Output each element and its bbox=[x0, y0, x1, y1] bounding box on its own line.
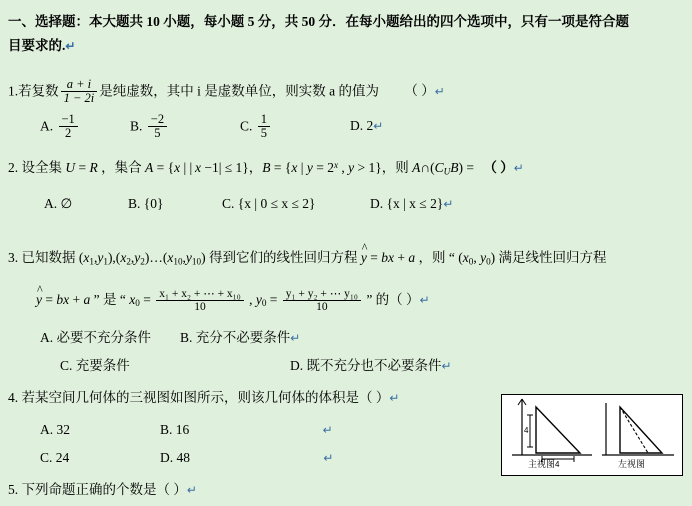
fraction-denominator: 1 − 2i bbox=[61, 91, 98, 105]
question-3-fraction-x bbox=[156, 288, 244, 313]
option-label: A. bbox=[40, 330, 54, 345]
section-heading-text2: 目要求的. bbox=[8, 38, 66, 53]
paragraph-mark: ↵ bbox=[373, 119, 384, 133]
side-view-triangle bbox=[620, 407, 662, 453]
dimension-label-4-bottom: 4 bbox=[555, 460, 560, 469]
question-5-stem bbox=[8, 482, 197, 499]
question-3-option-d bbox=[290, 358, 452, 375]
paragraph-mark: ↵ bbox=[443, 197, 454, 211]
paragraph-mark: ↵ bbox=[65, 39, 76, 53]
question-2-option-d bbox=[370, 196, 453, 213]
option-value: ∅ bbox=[60, 196, 73, 211]
section-heading-line1 bbox=[8, 14, 629, 31]
section-heading-prefix: 一、选择题： bbox=[8, 14, 89, 29]
option-value: $\frac{-1}{2}$ bbox=[59, 113, 78, 140]
option-label: A. bbox=[40, 422, 54, 437]
question-1-stem bbox=[8, 78, 445, 105]
option-value: 充分不必要条件 bbox=[195, 330, 291, 345]
option-label: D. bbox=[290, 358, 304, 373]
fraction-numerator: x₁ + x₂ + ⋯ + x₁₀ bbox=[159, 288, 241, 300]
dimension-label-4-left: 4 bbox=[524, 426, 529, 435]
option-value: 48 bbox=[176, 450, 190, 465]
paragraph-mark: ↵ bbox=[389, 391, 400, 405]
fraction-denominator: 10 bbox=[156, 300, 244, 313]
option-label: B. bbox=[130, 118, 143, 134]
option-value: 16 bbox=[175, 422, 190, 437]
question-3-fraction-y bbox=[283, 288, 361, 313]
option-value: 充要条件 bbox=[75, 358, 130, 373]
question-5-number: 5. bbox=[8, 482, 19, 497]
question-2-number: 2. bbox=[8, 160, 19, 176]
option-label: D. bbox=[160, 450, 174, 465]
question-1-option-b bbox=[130, 113, 169, 140]
option-label: D. bbox=[370, 196, 384, 211]
option-value: 2 bbox=[366, 118, 374, 133]
question-2-answer-paren: （ ） bbox=[483, 160, 514, 176]
front-view-triangle bbox=[536, 407, 580, 453]
option-label: D. bbox=[350, 118, 364, 133]
section-heading-text: 本大题共 10 小题，每小题 5 分，共 50 分．在每小题给出的四个选项中，只有一项是符合题 bbox=[89, 14, 629, 29]
paragraph-mark: ↵ bbox=[434, 84, 445, 99]
option-label: C. bbox=[222, 196, 235, 211]
option-value: 既不充分也不必要条件 bbox=[306, 358, 442, 373]
option-value: {x | x ≤ 2} bbox=[386, 196, 444, 211]
option-value: 必要不充分条件 bbox=[56, 330, 151, 345]
question-4-option-b bbox=[160, 422, 333, 439]
option-value: $\frac{-2}{5}$ bbox=[148, 113, 167, 140]
question-5-stem-text: 下列命题正确的个数是（ ） bbox=[21, 482, 187, 497]
question-4-number: 4. bbox=[8, 390, 19, 405]
paragraph-mark: ↵ bbox=[513, 161, 524, 176]
figure-label-front-view: 主视图 bbox=[528, 459, 556, 469]
question-1-stem-b: 是纯虚数，其中 i 是虚数单位，则实数 a 的值为 bbox=[99, 83, 380, 99]
option-value: $\frac{1}{5}$ bbox=[258, 113, 270, 140]
option-value: {0} bbox=[143, 196, 164, 211]
section-heading-line2 bbox=[8, 38, 75, 55]
option-label: B. bbox=[160, 422, 173, 437]
question-3-option-c bbox=[60, 358, 130, 375]
question-1-stem-a: 若复数 bbox=[18, 83, 59, 99]
option-label: C. bbox=[40, 450, 53, 465]
question-2-option-a bbox=[44, 196, 72, 213]
three-view-figure bbox=[501, 394, 683, 476]
option-label: B. bbox=[180, 330, 193, 345]
option-label: C. bbox=[60, 358, 73, 373]
fraction-denominator: 10 bbox=[283, 300, 361, 313]
question-4-option-a bbox=[40, 422, 70, 439]
paragraph-mark: ↵ bbox=[441, 359, 452, 373]
fraction-numerator: a + i bbox=[66, 77, 92, 91]
paragraph-mark: ↵ bbox=[290, 331, 301, 345]
question-1-option-c bbox=[240, 113, 272, 140]
paragraph-mark: ↵ bbox=[322, 423, 333, 437]
question-4-option-c bbox=[40, 450, 69, 467]
paragraph-mark: ↵ bbox=[323, 451, 334, 465]
question-2-option-c bbox=[222, 196, 316, 213]
question-1-answer-paren: （ ） bbox=[404, 83, 435, 99]
fraction-numerator: y₁ + y₂ + ⋯ y₁₀ bbox=[285, 288, 358, 300]
option-value: {x | 0 ≤ x ≤ 2} bbox=[237, 196, 316, 211]
question-1-fraction bbox=[61, 78, 98, 105]
question-1-number: 1. bbox=[8, 83, 19, 99]
question-4-stem bbox=[8, 390, 399, 407]
option-value: 32 bbox=[56, 422, 70, 437]
option-label: B. bbox=[128, 196, 141, 211]
option-label: A. bbox=[44, 196, 58, 211]
hidden-edge-dashed bbox=[620, 407, 648, 453]
question-2-option-b bbox=[128, 196, 163, 213]
question-4-option-d bbox=[160, 450, 333, 467]
paragraph-mark: ↵ bbox=[186, 483, 197, 497]
question-3-stem-line1: 3. 已知数据 $(x_1,y_1),(x_2,y_2)\dots(x_{10},y_{10})$ 得到它们的线性回归方程 y ^ = bx + a ，则 “ ($x_0$, $y_0$) 满足线性回归方程 bbox=[8, 250, 607, 268]
figure-label-side-view: 左视图 bbox=[618, 459, 646, 469]
question-3-number: 3. bbox=[8, 250, 19, 265]
question-1-option-a bbox=[40, 113, 80, 140]
question-2-stem: 2. 设全集 U = R ，集合 A = {x | | x −1| ≤ 1}，B = {x | $y = 2^x$ , y > 1}，则 $A\cap(C_UB)$ = （ ）↵ bbox=[8, 160, 524, 177]
option-label: A. bbox=[40, 118, 54, 134]
option-value: 24 bbox=[55, 450, 70, 465]
question-4-stem-text: 若某空间几何体的三视图如图所示，则该几何体的体积是（ ） bbox=[21, 390, 390, 405]
question-3-option-b bbox=[180, 330, 300, 347]
question-3-option-a bbox=[40, 330, 151, 347]
question-3-stem-line2: y ^ = bx + a ” 是 “ $x_0$ = $\frac{\text{x₁ + x₂ + ⋯ + x₁₀}}{10}$ , $y_0$ = $\frac{\text{y₁ + y₂ + ⋯ y₁₀}}{10}$ ” 的（ ）↵ bbox=[36, 288, 430, 313]
paragraph-mark: ↵ bbox=[419, 292, 430, 307]
question-1-option-d bbox=[350, 118, 383, 135]
option-label: C. bbox=[240, 118, 253, 134]
